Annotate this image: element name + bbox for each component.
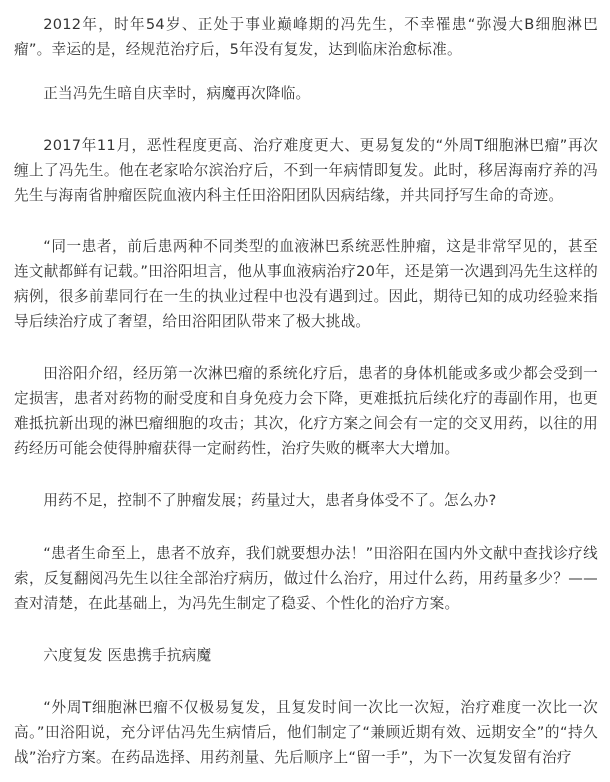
article-paragraph-5: 田浴阳介绍，经历第一次淋巴瘤的系统化疗后，患者的身体机能或多或少都会受到一定损害，患者对药物的耐受度和自身免疫力会下降，更难抵抗后续化疗的毒副作用，也更难抵抗新出现的淋巴瘤细胞的攻击；其次，化疗方案之间会有一定的交叉用药，以往的用药经历可能会使得肿瘤获得一定耐药性，治疗失败的概率大大增加。 <box>14 365 598 457</box>
article-paragraph-1: 2012年，时年54岁、正处于事业巅峰期的冯先生，不幸罹患“弥漫大B细胞淋巴瘤”。幸运的是，经规范治疗后，5年没有复发，达到临床治愈标准。 <box>14 16 598 58</box>
article-paragraph-3: 2017年11月，恶性程度更高、治疗难度更大、更易复发的“外周T细胞淋巴瘤”再次缠上了冯先生。他在老家哈尔滨治疗后，不到一年病情即复发。此时，移居海南疗养的冯先生与海南省肿瘤医院血液内科主任田浴阳团队因病结缘，并共同抒写生命的奇迹。 <box>14 137 598 204</box>
article-paragraph-2: 正当冯先生暗自庆幸时，病魔再次降临。 <box>43 85 311 102</box>
article-paragraph-6: 用药不足，控制不了肿瘤发展；药量过大，患者身体受不了。怎么办? <box>43 492 497 509</box>
article-paragraph-8: “外周T细胞淋巴瘤不仅极易复发，且复发时间一次比一次短，治疗难度一次比一次高。”田浴阳说，充分评估冯先生病情后，他们制定了“兼顾近期有效、远期安全”的“持久战”治疗方案。在药品选择、用药剂量、先后顺序上“留一手”，为下一次复发留有治疗 <box>14 699 598 766</box>
section-subheading: 六度复发 医患携手抗病魔 <box>43 647 212 664</box>
article-paragraph-7: “患者生命至上，患者不放弃，我们就要想办法！”田浴阳在国内外文献中查找诊疗线索，反复翻阅冯先生以往全部治疗病历，做过什么治疗，用过什么药，用药量多少？——查对清楚，在此基础上，为冯先生制定了稳妥、个性化的治疗方案。 <box>14 545 598 612</box>
article-body <box>14 0 598 770</box>
article-paragraph-4: “同一患者，前后患两种不同类型的血液淋巴系统恶性肿瘤，这是非常罕见的，甚至连文献都鲜有记载。”田浴阳坦言，他从事血液病治疗20年，还是第一次遇到冯先生这样的病例，很多前辈同行在一生的执业过程中也没有遇到过。因此，期待已知的成功经验来指导后续治疗成了奢望，给田浴阳团队带来了极大挑战。 <box>14 238 598 330</box>
